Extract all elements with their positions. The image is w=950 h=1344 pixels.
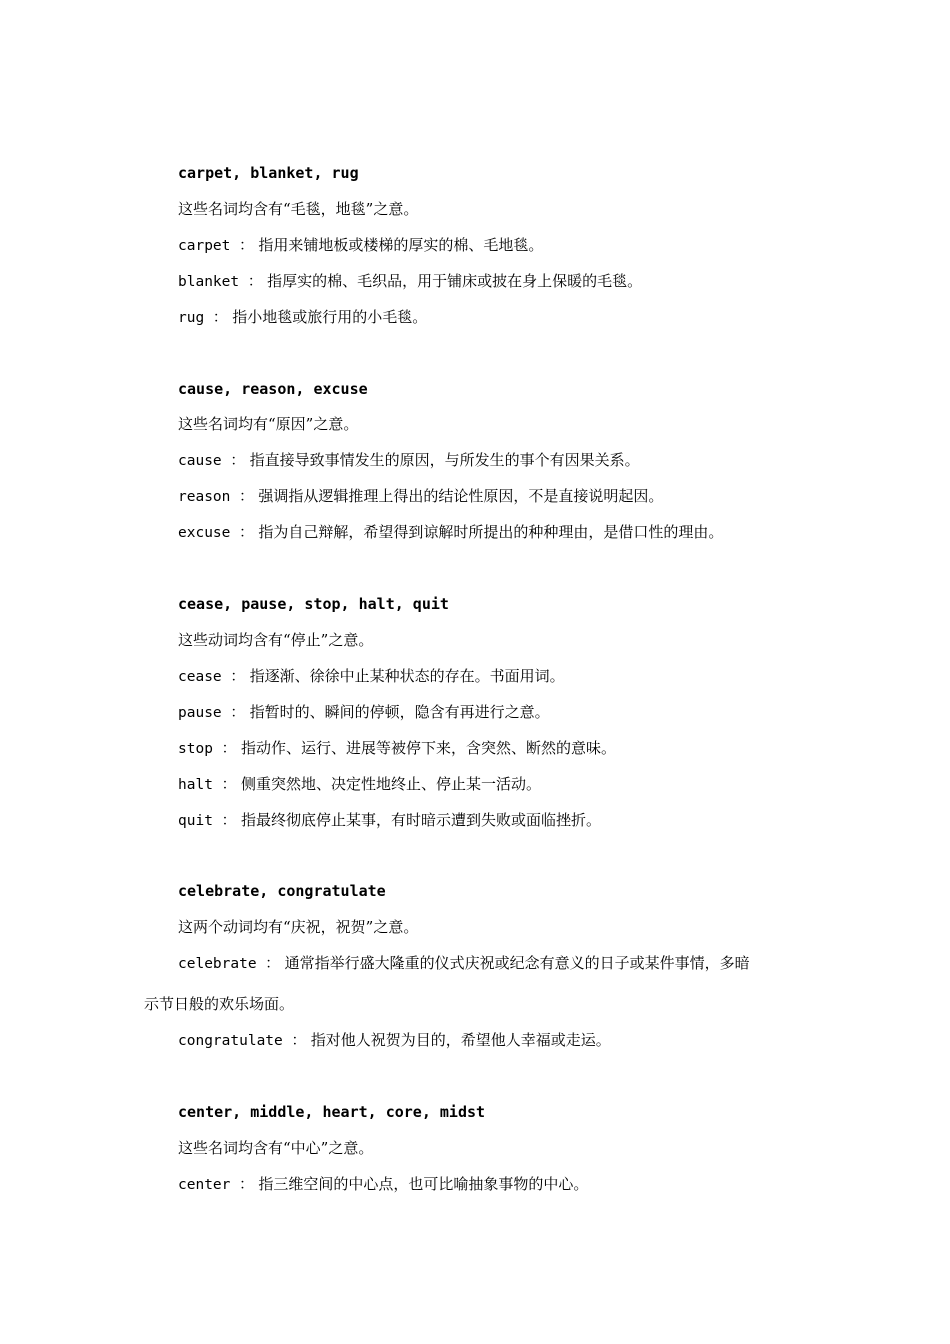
definition: 指厚实的棉、毛织品，用于铺床或披在身上保暖的毛毯。: [267, 272, 643, 290]
term: blanket ：: [178, 274, 263, 290]
definition: 指用来铺地板或楼梯的厚实的棉、毛地毯。: [258, 236, 544, 254]
definition: 指为自己辩解，希望得到谅解时所提出的种种理由，是借口性的理由。: [258, 523, 724, 541]
definition: 指小地毯或旅行用的小毛毯。: [232, 308, 428, 326]
group-heading: carpet, blanket, rug: [178, 164, 359, 182]
definition: 通常指举行盛大隆重的仪式庆祝或纪念有意义的日子或某件事情，多暗: [284, 954, 750, 972]
group-heading: cause, reason, excuse: [178, 380, 368, 398]
group-heading: cease, pause, stop, halt, quit: [178, 595, 449, 613]
group-heading: center, middle, heart, core, midst: [178, 1103, 486, 1121]
term: excuse ：: [178, 525, 254, 541]
definition-line: [178, 235, 543, 256]
definition-line: [178, 271, 642, 292]
definition: 指逐渐、徐徐中止某种状态的存在。书面用词。: [249, 667, 565, 685]
term: pause ：: [178, 705, 245, 721]
term: cease ：: [178, 669, 245, 685]
group-heading: celebrate, congratulate: [178, 882, 386, 900]
definition: 指对他人祝贺为目的，希望他人幸福或走运。: [310, 1031, 611, 1049]
definition: 指暂时的、瞬间的停顿，隐含有再进行之意。: [249, 703, 550, 721]
definition-line: [178, 953, 750, 974]
definition: 强调指从逻辑推理上得出的结论性原因，不是直接说明起因。: [258, 487, 664, 505]
definition-line: [178, 307, 427, 328]
definition: 指动作、运行、进展等被停下来，含突然、断然的意味。: [240, 739, 616, 757]
term: congratulate ：: [178, 1033, 306, 1049]
definition-line: [178, 810, 601, 831]
definition: 指最终彻底停止某事，有时暗示遭到失败或面临挫折。: [240, 811, 601, 829]
definition-line: [178, 774, 541, 795]
definition-line: [178, 666, 565, 687]
definition-line: [178, 486, 663, 507]
group-summary: 这两个动词均有“庆祝，祝贺”之意。: [178, 918, 419, 936]
term: center ：: [178, 1177, 254, 1193]
definition: 指直接导致事情发生的原因，与所发生的事个有因果关系。: [249, 451, 640, 469]
group-summary: 这些动词均含有“停止”之意。: [178, 631, 374, 649]
group-summary: 这些名词均有“原因”之意。: [178, 415, 359, 433]
definition-line: [178, 738, 616, 759]
group-summary: 这些名词均含有“中心”之意。: [178, 1139, 374, 1157]
definition-line: [178, 522, 723, 543]
term: quit ：: [178, 813, 237, 829]
term: celebrate ：: [178, 956, 280, 972]
definition-continuation: 示节日般的欢乐场面。: [144, 995, 295, 1013]
term: reason ：: [178, 489, 254, 505]
term: halt ：: [178, 777, 237, 793]
term: rug ：: [178, 310, 228, 326]
group-summary: 这些名词均含有“毛毯，地毯”之意。: [178, 200, 419, 218]
definition-line: [178, 702, 550, 723]
term: cause ：: [178, 453, 245, 469]
definition: 指三维空间的中心点，也可比喻抽象事物的中心。: [258, 1175, 589, 1193]
term: carpet ：: [178, 238, 254, 254]
definition-line: [178, 450, 640, 471]
definition: 侧重突然地、决定性地终止、停止某一活动。: [240, 775, 541, 793]
term: stop ：: [178, 741, 237, 757]
definition-line: [178, 1030, 611, 1051]
definition-line: [178, 1174, 588, 1195]
